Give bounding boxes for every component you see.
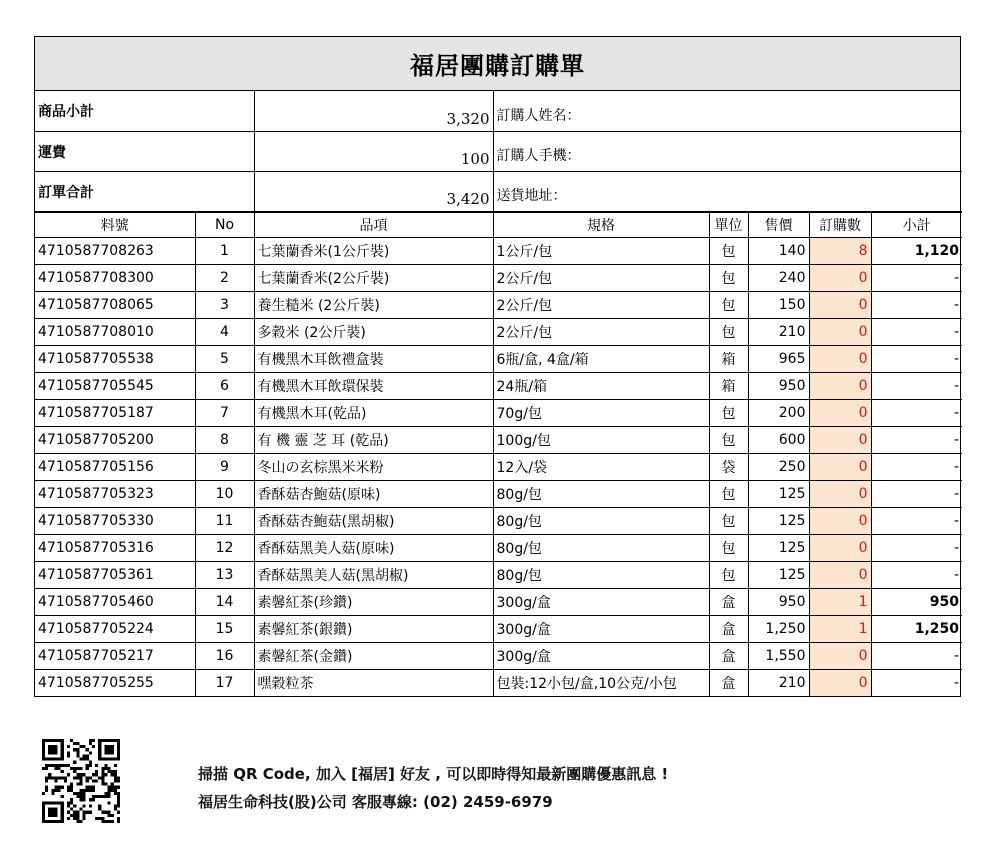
item-code: 4710587705156 xyxy=(35,453,195,480)
table-row xyxy=(35,372,962,399)
item-qty[interactable]: 0 xyxy=(809,480,871,507)
header-item: 品項 xyxy=(254,212,493,237)
summary-value: 100 xyxy=(254,131,493,171)
item-subtotal: - xyxy=(871,453,962,480)
item-spec: 80g/包 xyxy=(493,507,709,534)
table-row xyxy=(35,291,962,318)
item-unit: 盒 xyxy=(709,669,748,696)
item-name: 七葉蘭香米(1公斤裝) xyxy=(254,237,493,264)
header-subtotal: 小計 xyxy=(871,212,962,237)
header-price: 售價 xyxy=(748,212,809,237)
item-code: 4710587705545 xyxy=(35,372,195,399)
item-unit: 包 xyxy=(709,237,748,264)
summary-value: 3,320 xyxy=(254,91,493,131)
item-no: 16 xyxy=(195,642,254,669)
item-price: 950 xyxy=(748,372,809,399)
item-price: 950 xyxy=(748,588,809,615)
item-no: 13 xyxy=(195,561,254,588)
item-no: 11 xyxy=(195,507,254,534)
table-row xyxy=(35,345,962,372)
item-spec: 包裝:12小包/盒,10公克/小包 xyxy=(493,669,709,696)
item-spec: 24瓶/箱 xyxy=(493,372,709,399)
item-name: 素馨紅茶(金鑽) xyxy=(254,642,493,669)
table-row xyxy=(35,480,962,507)
item-name: 有 機 靈 芝 耳 (乾品) xyxy=(254,426,493,453)
form-title: 福居團購訂購單 xyxy=(35,37,960,91)
item-qty[interactable]: 0 xyxy=(809,453,871,480)
item-qty[interactable]: 0 xyxy=(809,264,871,291)
item-subtotal: - xyxy=(871,372,962,399)
item-code: 4710587708300 xyxy=(35,264,195,291)
item-unit: 袋 xyxy=(709,453,748,480)
item-price: 125 xyxy=(748,561,809,588)
table-row xyxy=(35,453,962,480)
item-subtotal: - xyxy=(871,669,962,696)
summary-field-label: 訂購人姓名： xyxy=(493,91,962,131)
footer xyxy=(42,738,942,828)
item-spec: 100g/包 xyxy=(493,426,709,453)
item-qty[interactable]: 1 xyxy=(809,588,871,615)
item-no: 12 xyxy=(195,534,254,561)
item-code: 4710587705217 xyxy=(35,642,195,669)
item-name: 香酥菇黑美人菇(原味) xyxy=(254,534,493,561)
item-price: 210 xyxy=(748,669,809,696)
item-spec: 2公斤/包 xyxy=(493,291,709,318)
summary-row xyxy=(35,91,962,131)
item-unit: 包 xyxy=(709,480,748,507)
item-code: 4710587705200 xyxy=(35,426,195,453)
item-subtotal: - xyxy=(871,345,962,372)
item-price: 125 xyxy=(748,507,809,534)
item-qty[interactable]: 0 xyxy=(809,669,871,696)
header-spec: 規格 xyxy=(493,212,709,237)
item-price: 125 xyxy=(748,534,809,561)
item-subtotal: - xyxy=(871,507,962,534)
item-qty[interactable]: 0 xyxy=(809,426,871,453)
header-no: No xyxy=(195,212,254,237)
item-subtotal: - xyxy=(871,399,962,426)
item-spec: 2公斤/包 xyxy=(493,264,709,291)
footer-text xyxy=(198,760,668,816)
item-qty[interactable]: 8 xyxy=(809,237,871,264)
item-subtotal: 950 xyxy=(871,588,962,615)
header-qty: 訂購數 xyxy=(809,212,871,237)
item-unit: 包 xyxy=(709,399,748,426)
item-unit: 包 xyxy=(709,291,748,318)
table-row xyxy=(35,237,962,264)
summary-label: 商品小計 xyxy=(35,91,254,131)
item-qty[interactable]: 0 xyxy=(809,507,871,534)
item-code: 4710587705538 xyxy=(35,345,195,372)
item-unit: 包 xyxy=(709,264,748,291)
item-qty[interactable]: 0 xyxy=(809,534,871,561)
summary-field-label: 訂購人手機： xyxy=(493,131,962,171)
summary-label: 運費 xyxy=(35,131,254,171)
item-code: 4710587705330 xyxy=(35,507,195,534)
item-spec: 300g/盒 xyxy=(493,588,709,615)
item-unit: 箱 xyxy=(709,345,748,372)
item-no: 5 xyxy=(195,345,254,372)
item-price: 210 xyxy=(748,318,809,345)
table-row xyxy=(35,426,962,453)
item-unit: 盒 xyxy=(709,642,748,669)
item-name: 嘿穀粒茶 xyxy=(254,669,493,696)
item-name: 素馨紅茶(珍鑽) xyxy=(254,588,493,615)
item-spec: 6瓶/盒, 4盒/箱 xyxy=(493,345,709,372)
item-code: 4710587705224 xyxy=(35,615,195,642)
item-price: 600 xyxy=(748,426,809,453)
item-qty[interactable]: 0 xyxy=(809,345,871,372)
table-row xyxy=(35,588,962,615)
item-price: 1,550 xyxy=(748,642,809,669)
item-price: 150 xyxy=(748,291,809,318)
item-name: 冬山の玄棕黑米米粉 xyxy=(254,453,493,480)
item-subtotal: 1,120 xyxy=(871,237,962,264)
table-row xyxy=(35,669,962,696)
item-no: 4 xyxy=(195,318,254,345)
order-form xyxy=(34,36,961,697)
item-unit: 包 xyxy=(709,534,748,561)
item-name: 有機黑木耳飲環保裝 xyxy=(254,372,493,399)
table-row xyxy=(35,318,962,345)
table-row xyxy=(35,399,962,426)
header-unit: 單位 xyxy=(709,212,748,237)
item-subtotal: 1,250 xyxy=(871,615,962,642)
item-qty[interactable]: 0 xyxy=(809,318,871,345)
qr-code-icon xyxy=(42,738,120,824)
item-spec: 12入/袋 xyxy=(493,453,709,480)
item-no: 3 xyxy=(195,291,254,318)
summary-field-label: 送貨地址： xyxy=(493,171,962,211)
item-price: 250 xyxy=(748,453,809,480)
item-subtotal: - xyxy=(871,291,962,318)
item-unit: 盒 xyxy=(709,588,748,615)
item-code: 4710587705255 xyxy=(35,669,195,696)
item-qty[interactable]: 1 xyxy=(809,615,871,642)
item-spec: 80g/包 xyxy=(493,561,709,588)
item-code: 4710587705460 xyxy=(35,588,195,615)
item-subtotal: - xyxy=(871,318,962,345)
item-no: 15 xyxy=(195,615,254,642)
item-name: 香酥菇杏鮑菇(原味) xyxy=(254,480,493,507)
item-qty[interactable]: 0 xyxy=(809,399,871,426)
item-unit: 包 xyxy=(709,507,748,534)
item-subtotal: - xyxy=(871,264,962,291)
summary-row xyxy=(35,131,962,171)
item-code: 4710587708010 xyxy=(35,318,195,345)
item-price: 200 xyxy=(748,399,809,426)
footer-contact-line: 福居生命科技(股)公司 客服專線: (02) 2459-6979 xyxy=(198,793,553,811)
summary-table xyxy=(35,91,962,212)
summary-label: 訂單合計 xyxy=(35,171,254,211)
table-row xyxy=(35,507,962,534)
item-subtotal: - xyxy=(871,480,962,507)
item-name: 有機黑木耳飲禮盒裝 xyxy=(254,345,493,372)
item-spec: 300g/盒 xyxy=(493,642,709,669)
item-subtotal: - xyxy=(871,426,962,453)
item-name: 七葉蘭香米(2公斤裝) xyxy=(254,264,493,291)
item-price: 240 xyxy=(748,264,809,291)
item-name: 多穀米 (2公斤裝) xyxy=(254,318,493,345)
item-code: 4710587705323 xyxy=(35,480,195,507)
item-no: 6 xyxy=(195,372,254,399)
item-price: 965 xyxy=(748,345,809,372)
item-subtotal: - xyxy=(871,534,962,561)
summary-value: 3,420 xyxy=(254,171,493,211)
table-row xyxy=(35,534,962,561)
item-name: 香酥菇黑美人菇(黑胡椒) xyxy=(254,561,493,588)
item-code: 4710587708263 xyxy=(35,237,195,264)
item-price: 140 xyxy=(748,237,809,264)
item-no: 14 xyxy=(195,588,254,615)
item-qty[interactable]: 0 xyxy=(809,372,871,399)
item-spec: 2公斤/包 xyxy=(493,318,709,345)
item-spec: 80g/包 xyxy=(493,534,709,561)
item-unit: 箱 xyxy=(709,372,748,399)
item-no: 1 xyxy=(195,237,254,264)
item-unit: 包 xyxy=(709,426,748,453)
table-header-row xyxy=(35,212,962,237)
item-no: 7 xyxy=(195,399,254,426)
table-row xyxy=(35,642,962,669)
item-no: 8 xyxy=(195,426,254,453)
item-qty[interactable]: 0 xyxy=(809,291,871,318)
item-no: 9 xyxy=(195,453,254,480)
item-code: 4710587705361 xyxy=(35,561,195,588)
item-price: 125 xyxy=(748,480,809,507)
item-qty[interactable]: 0 xyxy=(809,642,871,669)
item-spec: 80g/包 xyxy=(493,480,709,507)
item-code: 4710587708065 xyxy=(35,291,195,318)
item-spec: 70g/包 xyxy=(493,399,709,426)
item-unit: 包 xyxy=(709,318,748,345)
item-name: 素馨紅茶(銀鑽) xyxy=(254,615,493,642)
item-spec: 300g/盒 xyxy=(493,615,709,642)
item-subtotal: - xyxy=(871,642,962,669)
item-name: 香酥菇杏鮑菇(黑胡椒) xyxy=(254,507,493,534)
item-price: 1,250 xyxy=(748,615,809,642)
item-no: 2 xyxy=(195,264,254,291)
item-spec: 1公斤/包 xyxy=(493,237,709,264)
table-row xyxy=(35,264,962,291)
item-no: 17 xyxy=(195,669,254,696)
item-code: 4710587705316 xyxy=(35,534,195,561)
table-row xyxy=(35,615,962,642)
header-code: 料號 xyxy=(35,212,195,237)
item-qty[interactable]: 0 xyxy=(809,561,871,588)
table-row xyxy=(35,561,962,588)
item-unit: 盒 xyxy=(709,615,748,642)
item-name: 養生糙米 (2公斤裝) xyxy=(254,291,493,318)
footer-promo-line: 掃描 QR Code, 加入 [福居] 好友 , 可以即時得知最新團購優惠訊息 ! xyxy=(198,765,669,783)
items-table xyxy=(35,212,962,697)
item-name: 有機黑木耳(乾品) xyxy=(254,399,493,426)
item-code: 4710587705187 xyxy=(35,399,195,426)
item-unit: 包 xyxy=(709,561,748,588)
summary-row xyxy=(35,171,962,211)
item-no: 10 xyxy=(195,480,254,507)
item-subtotal: - xyxy=(871,561,962,588)
